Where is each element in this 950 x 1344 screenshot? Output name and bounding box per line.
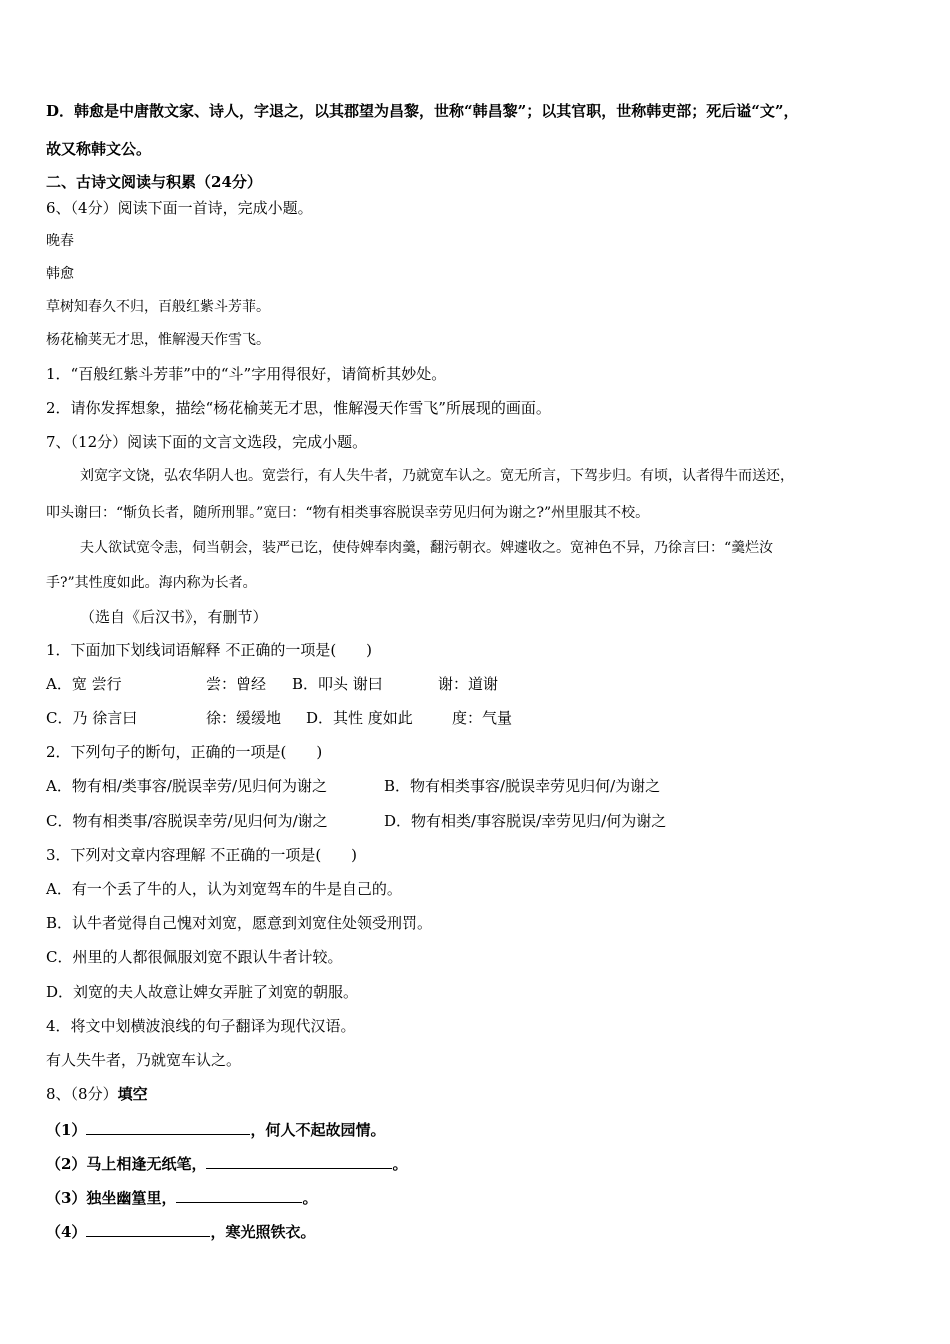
q8-number: 8、（8分） [46,1085,118,1103]
q8-header [46,1084,148,1104]
q6-sub1: 1．“百般红紫斗芳菲”中的“斗”字用得很好，请简析其妙处。 [46,365,447,383]
option-b-word: B．叩头 谢曰 [292,675,383,693]
poem-line-1: 草树知春久不归，百般红紫斗芳菲。 [46,299,270,315]
q7-sub3-option-b: B．认牛者觉得自己愧对刘宽，愿意到刘宽住处领受刑罚。 [46,914,433,932]
passage-para2-line1: 夫人欲试宽令恚，伺当朝会，装严已讫，使侍婢奉肉羹，翻污朝衣。婢遽收之。宽神色不异，乃徐言曰：“羹烂汝 [80,540,774,556]
passage-para1-line2: 叩头谢曰：“惭负长者，随所刑罪。”宽曰：“物有相类事容脱误幸劳见归何为谢之?”州里服其不校。 [46,505,650,521]
q7-sub1: 1．下面加下划线词语解释 不正确的一项是( ) [46,641,373,659]
option-c-word: C．乃 徐言曰 [46,709,138,727]
passage-source: （选自《后汉书》，有删节） [80,608,268,626]
option-c-gloss: 徐：缓缓地 [206,709,282,727]
fill-3-end: 。 [302,1189,318,1207]
punct-option-d: D．物有相类/事容脱误/幸劳见归/何为谢之 [384,812,667,830]
fill-1-text: ，何人不起故园情。 [250,1121,386,1139]
fill-4-number: （4） [46,1223,87,1241]
fill-1-number: （1） [46,1121,87,1139]
fill-blank-1 [46,1118,385,1140]
q7-sub3-option-a: A．有一个丢了牛的人，认为刘宽驾车的牛是自己的。 [46,880,402,898]
fill-blank-4 [46,1220,315,1242]
option-d-line1: D．韩愈是中唐散文家、诗人，字退之，以其郡望为昌黎，世称“韩昌黎”；以其官职，世称韩吏部；死后谥“文”， [46,102,799,120]
fill-2-text: （2）马上相逢无纸笔， [46,1155,207,1173]
poem-line-2: 杨花榆荚无才思，惟解漫天作雪飞。 [46,332,270,348]
q6-sub2: 2．请你发挥想象，描绘“杨花榆荚无才思，惟解漫天作雪飞”所展现的画面。 [46,399,551,417]
q7-sub4: 4．将文中划横波浪线的句子翻译为现代汉语。 [46,1017,356,1035]
punct-option-c: C．物有相类事/容脱误幸劳/见归何为/谢之 [46,812,328,830]
q7-sub3-option-c: C．州里的人都很佩服刘宽不跟认牛者计较。 [46,948,343,966]
fill-4-text: ，寒光照铁衣。 [210,1223,316,1241]
option-d-line2: 故又称韩文公。 [46,140,152,158]
q8-title: 填空 [117,1085,148,1103]
q7-header: 7、（12分）阅读下面的文言文选段，完成小题。 [46,433,368,451]
q7-sub2-options-ab [46,776,660,796]
q7-sub3: 3．下列对文章内容理解 不正确的一项是( ) [46,846,358,864]
fill-2-end: 。 [392,1155,408,1173]
fill-blank-3 [46,1186,317,1208]
option-d-gloss: 度：气量 [452,709,513,727]
passage-para2-line2: 手?”其性度如此。海内称为长者。 [46,575,257,591]
option-a-gloss: 尝：曾经 [206,675,267,693]
q6-header: 6、（4分）阅读下面一首诗，完成小题。 [46,199,313,217]
q7-sub1-options-ab [46,674,498,694]
punct-option-b: B．物有相类事容/脱误幸劳见归何/为谢之 [384,777,661,795]
fill-blank-2 [46,1152,407,1174]
q7-sub2-options-cd [46,811,666,831]
passage-para1-line1: 刘宽字文饶，弘农华阴人也。宽尝行，有人失牛者，乃就宽车认之。宽无所言，下驾步归。有顷，认者得牛而送还， [80,468,794,484]
blank-line-4[interactable] [86,1220,210,1237]
blank-line-1[interactable] [86,1118,250,1135]
punct-option-a: A．物有相/类事容/脱误幸劳/见归何为谢之 [46,777,327,795]
blank-line-3[interactable] [176,1186,302,1203]
q7-sub2: 2．下列句子的断句，正确的一项是( ) [46,743,323,761]
option-b-gloss: 谢：道谢 [438,675,499,693]
option-a-word: A．宽 尝行 [46,675,122,693]
poem-author: 韩愈 [46,266,74,282]
blank-line-2[interactable] [206,1152,392,1169]
q7-sub3-option-d: D．刘宽的夫人故意让婢女弄脏了刘宽的朝服。 [46,983,359,1001]
section-title: 二、古诗文阅读与积累（24分） [46,173,262,191]
q7-sub1-options-cd [46,708,512,728]
fill-3-text: （3）独坐幽篁里， [46,1189,177,1207]
option-d-word: D．其性 度如此 [306,709,413,727]
q7-sub4-sentence: 有人失牛者，乃就宽车认之。 [46,1051,242,1069]
poem-title: 晚春 [46,233,74,249]
